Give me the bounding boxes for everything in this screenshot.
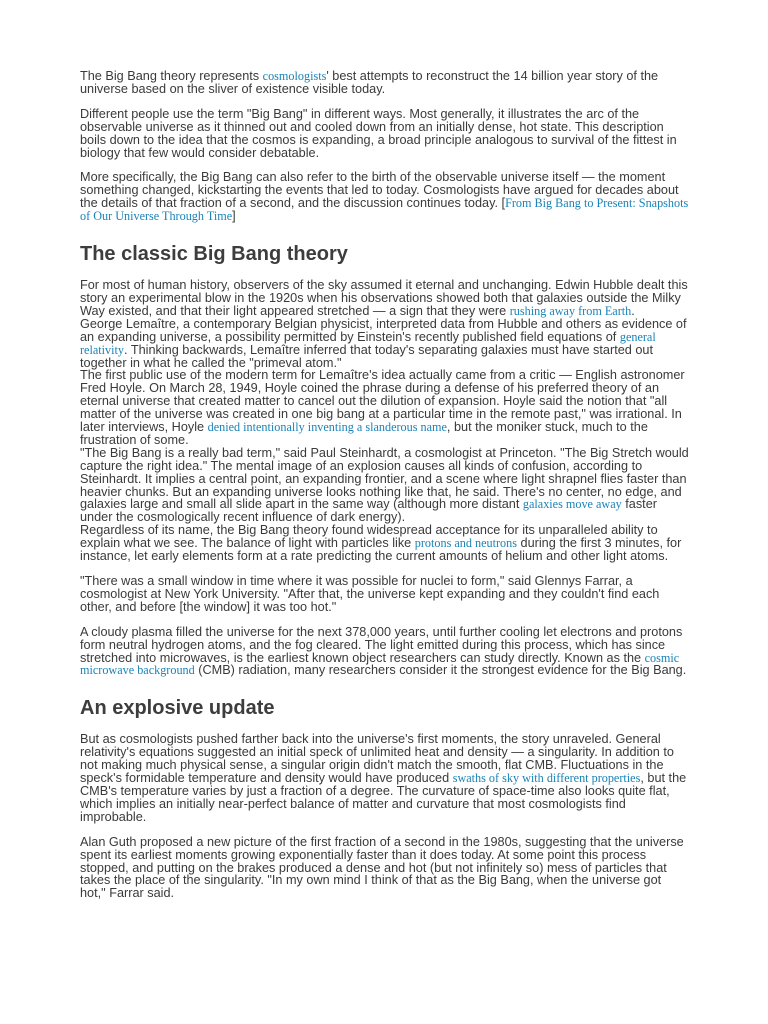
intro-paragraph-2: Different people use the term "Big Bang" in different ways. Most generally, it illustrates the arc of the observable universe as it thinned out and cooled down from an initially dense, hot state. This description boils down to the idea that the cosmos is expanding, a broad principle analogous to survival of the fittest in biology that few would consider debatable. <box>80 106 677 160</box>
intro-paragraph-1 <box>80 70 690 96</box>
text-run: A cloudy plasma filled the universe for the next 378,000 years, until further cooling let electrons and protons form neutral hydrogen atoms, and the fog cleared. The light emitted during this process, which has since stretched into microwaves, is the earliest known object researchers can study directly. Known as the <box>80 624 683 665</box>
slanderous-name-link[interactable]: denied intentionally inventing a slanderous name <box>207 420 447 435</box>
classic-paragraph-2 <box>80 318 690 370</box>
text-run: The Big Bang theory represents <box>80 69 263 83</box>
text-run: , but the CMB's temperature varies by just a fraction of a degree. The curvature of space-time also looks quite flat, which implies an initially near-perfect balance of matter and curvature that most cosmologists find improbable. <box>80 771 687 824</box>
classic-paragraph-4 <box>80 447 690 524</box>
text-run: George Lemaître, a contemporary Belgian physicist, interpreted data from Hubble and others as evidence of an expanding universe, a possibility permitted by Einstein's recently published field equations of <box>80 316 687 344</box>
text-run: faster under the cosmologically recent influence of dark energy). <box>80 497 657 525</box>
classic-paragraph-5 <box>80 524 690 563</box>
text-run: Regardless of its name, the Big Bang theory found widespread acceptance for its unparalleled ability to explain what we see. The balance of light with particles like <box>80 523 658 551</box>
text-run: , but the moniker stuck, much to the frustration of some. <box>80 420 648 447</box>
section-heading-classic: The classic Big Bang theory <box>80 243 348 266</box>
classic-paragraph-7 <box>80 626 690 678</box>
classic-paragraph-1 <box>80 279 690 318</box>
text-run: For most of human history, observers of the sky assumed it eternal and unchanging. Edwin Hubble dealt this story an experimental blow in the 1920s when his observations showed both that galaxies outside the Milky Way existed, and that their light appeared stretched — a sign that they were <box>80 278 688 318</box>
text-run: ' best attempts to reconstruct the 14 billion year story of the universe based on the sliver of existence visible today. <box>80 69 659 96</box>
text-run: But as cosmologists pushed farther back into the universe's first moments, the story unraveled. General relativity's equations suggested an initial speck of unlimited heat and density — a singularity. In addition to not making much physical sense, a singular origin didn't match the smooth, flat CMB. Fluctuations in the speck's formidable temperature and density would have produced <box>80 732 674 786</box>
classic-paragraph-3 <box>80 369 690 446</box>
text-run: during the first 3 minutes, for instance, let early elements form at a rate predicting the current amounts of helium and other light atoms. <box>80 536 682 564</box>
cmb-link[interactable]: cosmic microwave background <box>80 650 680 678</box>
text-run: "The Big Bang is a really bad term," said Paul Steinhardt, a cosmologist at Princeton. "The Big Stretch would capture the right idea." The mental image of an explosion causes all kinds of confusion, according to Steinhardt. It implies a central point, an expanding frontier, and a scene where light shrapnel flies faster than heavier chunks. But an expanding universe looks nothing like that, he said. There's no center, no edge, and galaxies large and small all slide apart in the same way (although more distant <box>80 445 689 512</box>
article-body <box>80 70 690 900</box>
text-run: The first public use of the modern term for Lemaître's idea actually came from a critic — English astronomer Fred Hoyle. On March 28, 1949, Hoyle coined the phrase during a defense of his preferred theory of an eternal universe that created matter to cancel out the dilution of expansion. Hoyle said the notion that "all matter of the universe was created in one big bang at a particular time in the remote past," was irrational. In later interviews, Hoyle <box>80 368 685 435</box>
general-relativity-link[interactable]: general relativity <box>80 329 656 357</box>
protons-neutrons-link[interactable]: protons and neutrons <box>414 536 517 551</box>
swaths-of-sky-link[interactable]: swaths of sky with different properties <box>452 771 641 786</box>
text-run: . Thinking backwards, Lemaître inferred that today's separating galaxies must have started out together in what he called the "primeval atom." <box>80 342 654 370</box>
intro-paragraph-3 <box>80 171 690 223</box>
text-run: More specifically, the Big Bang can also refer to the birth of the observable universe itself — the moment something changed, kickstarting the events that led to today. Cosmologists have argued for decades about the details of that fraction of a second, and the discussion continues today. [ <box>80 170 679 211</box>
text-run: (CMB) radiation, many researchers consider it the strongest evidence for the Big Bang. <box>194 663 687 678</box>
section-heading-explosive: An explosive update <box>80 697 275 720</box>
text-run: . <box>631 303 635 318</box>
classic-paragraph-6: "There was a small window in time where it was possible for nuclei to form," said Glennys Farrar, a cosmologist at New York University. "After that, the universe kept expanding and they couldn't find each other, and before [the window] it was too hot." <box>80 574 660 614</box>
galaxies-move-away-link[interactable]: galaxies move away <box>522 497 622 512</box>
text-run: ] <box>232 209 236 224</box>
rushing-away-link[interactable]: rushing away from Earth <box>509 303 632 318</box>
explosive-paragraph-2: Alan Guth proposed a new picture of the first fraction of a second in the 1980s, suggesting that the universe spent its earliest moments growing exponentially faster than it does today. At some point this process stopped, and putting on the brakes produced a dense and hot (but not infinitely so) mess of particles that takes the place of the singularity. "In my own mind I think of that as the Big Bang, when the universe got hot," Farrar said. <box>80 834 684 901</box>
explosive-paragraph-1 <box>80 733 690 823</box>
cosmologists-link[interactable]: cosmologists <box>262 69 327 83</box>
snapshots-link[interactable]: From Big Bang to Present: Snapshots of Our Universe Through Time <box>80 196 689 224</box>
